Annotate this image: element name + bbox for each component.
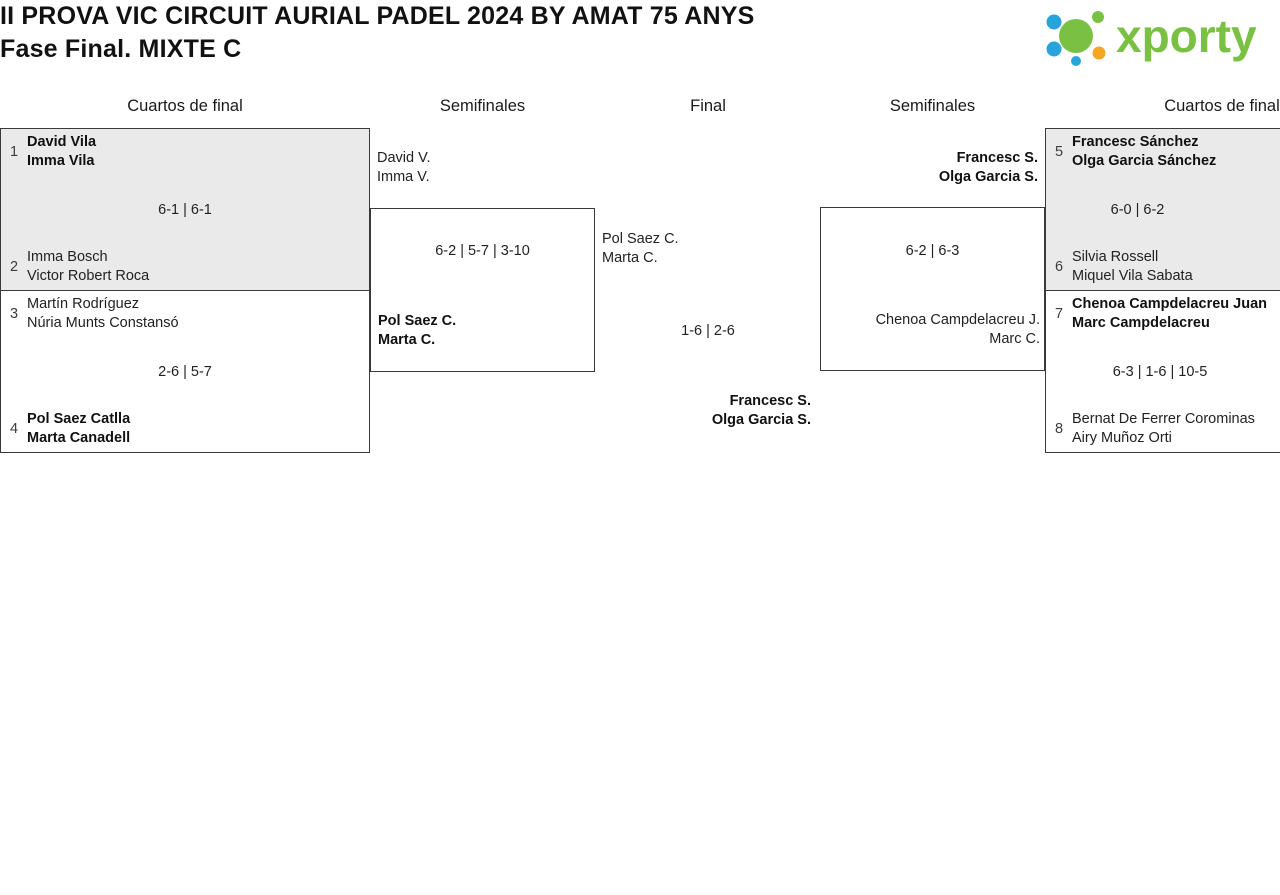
match-qf-right-2[interactable]	[1045, 290, 1280, 453]
match-qf-right-1-score: 6-0 | 6-2	[1110, 201, 1165, 218]
player-1: Pol Saez C.	[378, 313, 457, 329]
match-qf-right-1-team-top[interactable]	[1046, 129, 1280, 175]
player-2: Olga Garcia S.	[938, 169, 1038, 185]
player-1: Chenoa Campdelacreu J.	[875, 312, 1040, 328]
tournament-title-line1: II PROVA VIC CIRCUIT AURIAL PADEL 2024 BY AMAT 75 ANYS	[0, 2, 755, 30]
player-2: Olga Garcia S.	[711, 412, 811, 428]
seed: 3	[9, 305, 19, 322]
team-names	[27, 133, 369, 171]
svg-text:xporty: xporty	[1116, 10, 1257, 62]
team-names	[1072, 248, 1280, 286]
player-1: Pol Saez C.	[602, 231, 679, 247]
match-sf-right-team-bottom[interactable]	[825, 311, 1040, 349]
match-sf-left[interactable]	[370, 208, 595, 372]
team-names	[1072, 133, 1280, 171]
seed: 5	[1054, 143, 1064, 160]
round-header-sf-right: Semifinales	[889, 97, 976, 115]
player-1: Imma Bosch	[27, 249, 108, 265]
player-2: Marc C.	[989, 331, 1040, 347]
seed: 2	[9, 258, 19, 275]
player-1: Francesc S.	[956, 150, 1038, 166]
match-qf-left-2-score: 2-6 | 5-7	[158, 363, 212, 380]
round-header-qf-right: Cuartos de final	[1164, 97, 1280, 115]
player-1: Silvia Rossell	[1072, 249, 1159, 265]
player-2: Marc Campdelacreu	[1072, 315, 1210, 331]
player-2: Victor Robert Roca	[27, 268, 150, 284]
player-2: Marta C.	[378, 332, 436, 348]
match-final-score: 1-6 | 2-6	[681, 323, 735, 339]
match-qf-right-1[interactable]	[1045, 128, 1280, 291]
player-2: Núria Munts Constansó	[27, 315, 179, 331]
match-qf-left-1-score: 6-1 | 6-1	[158, 201, 212, 218]
player-1: Pol Saez Catlla	[27, 411, 131, 427]
match-sf-left-team-top[interactable]	[377, 149, 587, 187]
match-qf-right-2-team-top[interactable]	[1046, 291, 1280, 337]
seed: 8	[1054, 420, 1064, 437]
player-1: David Vila	[27, 134, 97, 150]
player-2: Miquel Vila Sabata	[1072, 268, 1193, 284]
page-title	[0, 0, 900, 66]
match-qf-left-1-team-top[interactable]	[1, 129, 369, 175]
match-final-team-top[interactable]	[602, 230, 752, 268]
player-2: Imma Vila	[27, 153, 95, 169]
match-qf-right-2-score: 6-3 | 1-6 | 10-5	[1112, 363, 1208, 380]
team-names	[1072, 295, 1280, 333]
player-2: Airy Muñoz Orti	[1072, 430, 1172, 446]
match-sf-right-team-top[interactable]	[830, 149, 1038, 187]
player-1: Francesc Sánchez	[1072, 134, 1199, 150]
match-qf-left-2[interactable]	[0, 290, 370, 453]
player-1: Bernat De Ferrer Corominas	[1072, 411, 1255, 427]
match-qf-right-2-team-bottom[interactable]	[1046, 406, 1280, 452]
seed: 7	[1054, 305, 1064, 322]
player-1: David V.	[377, 150, 431, 166]
seed: 1	[9, 143, 19, 160]
match-qf-left-1-team-bottom[interactable]	[1, 244, 369, 290]
round-header-qf-left: Cuartos de final	[127, 97, 243, 115]
player-2: Imma V.	[377, 169, 430, 185]
match-sf-left-team-bottom[interactable]	[378, 312, 593, 350]
match-qf-left-1[interactable]	[0, 128, 370, 291]
team-names	[27, 295, 369, 333]
team-names	[27, 248, 369, 286]
xporty-logo	[1044, 4, 1280, 68]
match-qf-left-2-team-top[interactable]	[1, 291, 369, 337]
seed: 4	[9, 420, 19, 437]
tournament-title-line2: Fase Final. MIXTE C	[0, 35, 242, 63]
round-header-final: Final	[690, 97, 726, 115]
player-2: Marta C.	[602, 250, 658, 266]
match-sf-right-score: 6-2 | 6-3	[905, 243, 960, 259]
match-final-team-bottom[interactable]	[608, 392, 811, 430]
team-names	[27, 410, 369, 448]
match-sf-right[interactable]	[820, 207, 1045, 371]
player-1: Martín Rodríguez	[27, 296, 140, 312]
round-header-sf-left: Semifinales	[439, 97, 526, 115]
player-1: Francesc S.	[729, 393, 811, 409]
match-qf-left-2-team-bottom[interactable]	[1, 406, 369, 452]
match-sf-left-score: 6-2 | 5-7 | 3-10	[435, 243, 530, 259]
player-2: Marta Canadell	[27, 430, 131, 446]
player-2: Olga Garcia Sánchez	[1072, 153, 1217, 169]
team-names	[1072, 410, 1280, 448]
seed: 6	[1054, 258, 1064, 275]
match-qf-right-1-team-bottom[interactable]	[1046, 244, 1280, 290]
player-1: Chenoa Campdelacreu Juan	[1072, 296, 1267, 312]
